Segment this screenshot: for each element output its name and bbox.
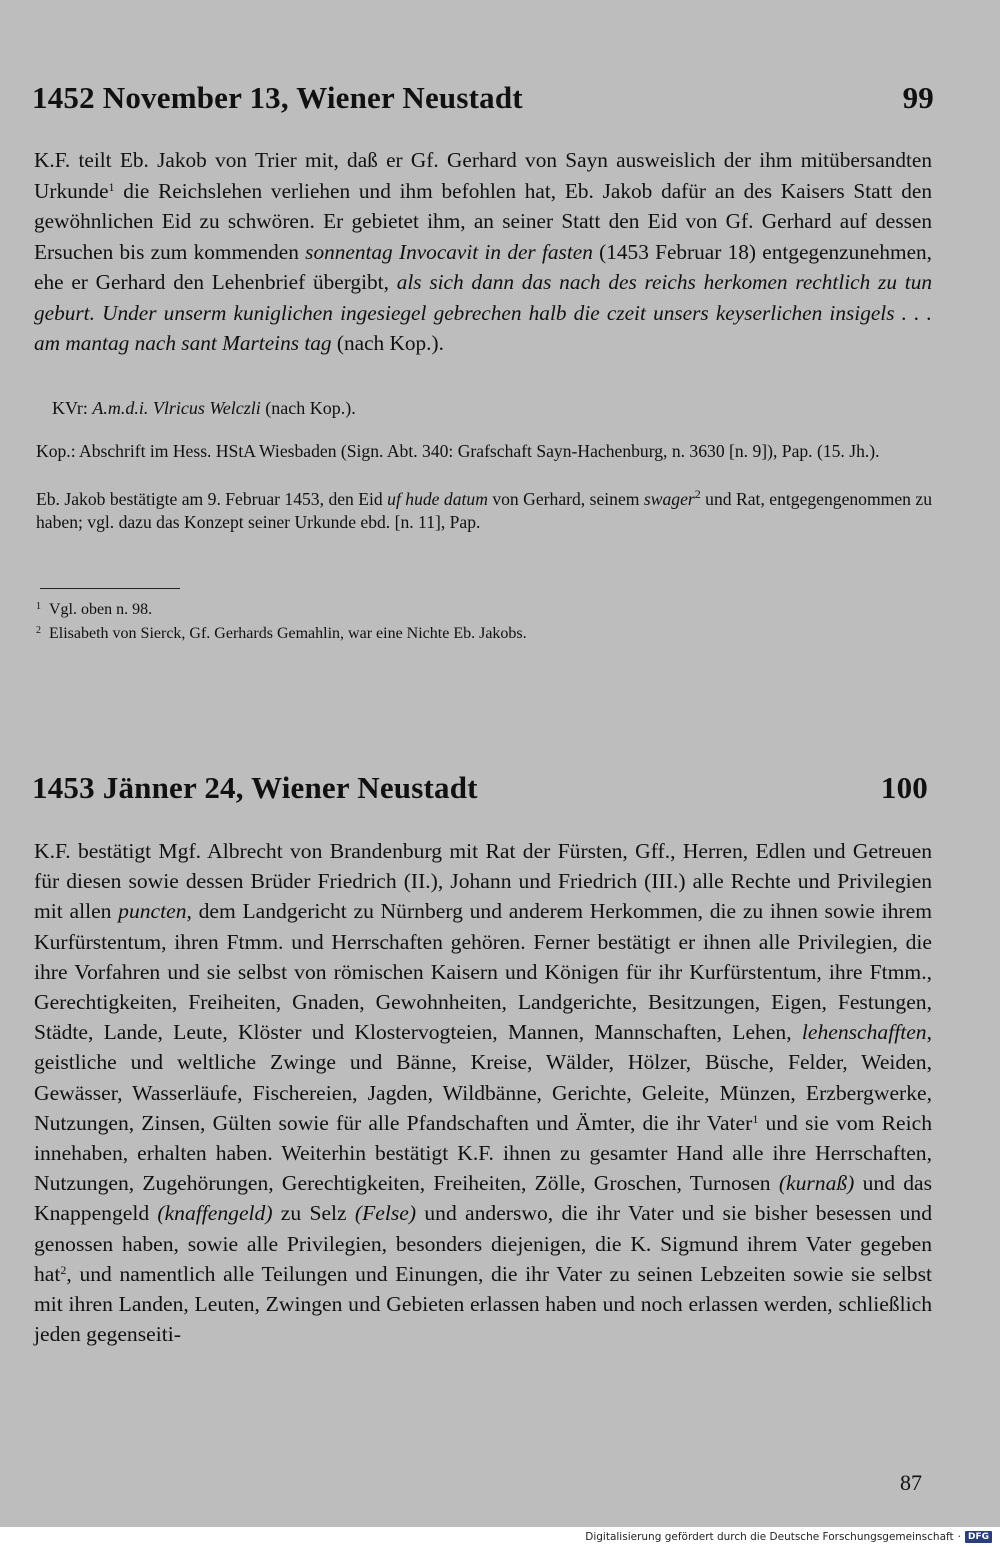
- entry-regest: K.F. bestätigt Mgf. Albrecht von Brandenburg mit Rat der Fürsten, Gff., Herren, Edlen und Getreuen für diesen sowie dessen Brüder Friedrich (II.), Johann und Friedrich (III.) alle Rechte und Privilegien mit allen puncten, dem Landgericht zu Nürnberg und anderem Herkommen, die zu ihnen sowie ihrem Kurfürstentum, ihren Ftmm. und Herrschaften gehören. Ferner bestätigt er ihnen alle Privilegien, die ihre Vorfahren und sie selbst von römischen Kaisern und Königen für ihr Kurfürstentum, ihre Ftmm., Gerechtigkeiten, Freiheiten, Gnaden, Gewohnheiten, Landgerichte, Besitzungen, Eigen, Festungen, Städte, Lande, Leute, Klöster und Klostervogteien, Mannen, Mannschaften, Lehen, lehenschafften, geistliche und weltliche Zwinge und Bänne, Kreise, Wälder, Hölzer, Büsche, Felder, Weiden, Gewässer, Wasserläufe, Fischereien, Jagden, Wildbänne, Gerichte, Geleite, Münzen, Erzbergwerke, Nutzungen, Zinsen, Gülten sowie für alle Pfandschaften und Ämter, die ihr Vater$^1$ und sie vom Reich innehaben, erhalten haben. Weiterhin bestätigt K.F. ihnen zu gesamter Hand alle ihre Herrschaften, Nutzungen, Zugehörungen, Gerechtigkeiten, Freiheiten, Zölle, Groschen, Turnosen (kurnaß) und das Knappengeld (knaffengeld) zu Selz (Felse) und anderswo, die ihr Vater und sie bisher besessen und genossen haben, sowie alle Privilegien, besonders diejenigen, die K. Sigmund ihrem Vater gegeben hat$^2$, und namentlich alle Teilungen und Einungen, die ihr Vater zu seinen Lebzeiten sowie sie selbst mit ihren Landen, Leuten, Zwingen und Gebieten erlassen haben und noch erlassen werden, schließlich jeden gegenseiti-: [34, 839, 933, 1347]
- footnote-ref[interactable]: 2: [694, 487, 701, 501]
- footnote-divider: [40, 588, 180, 589]
- entry-title: 1452 November 13, Wiener Neustadt: [32, 80, 523, 115]
- entry-regest: K.F. teilt Eb. Jakob von Trier mit, daß er Gf. Gerhard von Sayn ausweislich der ihm mitübersandten Urkunde$^1$ die Reichslehen verliehen und ihm befohlen hat, Eb. Jakob dafür an des Kaisers Statt den gewöhnlichen Eid zu schwören. Er gebietet ihm, an seiner Statt den Eid von Gf. Gerhard auf dessen Ersuchen bis zum kommenden sonnentag Invocavit in der fasten (1453 Februar 18) entgegenzunehmen, ehe er Gerhard den Lehenbrief übergibt, als sich dann das nach des reichs herkomen rechtlich zu tun geburt. Under unserm kuniglichen ingesiegel gebrechen halb die czeit unsers keyserlichen insigels . . . am mantag nach sant Marteins tag (nach Kop.).: [34, 148, 932, 355]
- commentary-note: Eb. Jakob bestätigte am 9. Februar 1453, den Eid uf hude datum von Gerhard, seinem swager$^2$ und Rat, entgegengenommen zu haben; vgl. dazu das Konzept seiner Urkunde ebd. [n. 11], Pap.: [36, 487, 932, 532]
- entry-title: 1453 Jänner 24, Wiener Neustadt: [32, 770, 478, 805]
- entry-header: [32, 770, 928, 806]
- entry-header: [32, 80, 934, 116]
- dfg-logo-icon[interactable]: DFG: [965, 1531, 992, 1543]
- footnote: $^2$ Elisabeth von Sierck, Gf. Gerhards Gemahlin, war eine Nichte Eb. Jakobs.: [36, 625, 527, 642]
- funding-footer: Digitalisierung gefördert durch die Deutsche Forschungsgemeinschaft · DFG: [585, 1531, 992, 1543]
- footnote-ref[interactable]: 1: [108, 179, 115, 194]
- kanzleivermerk: KVr: A.m.d.i. Vlricus Welczli (nach Kop.).: [52, 398, 356, 418]
- entry-number: 100: [880, 770, 928, 805]
- funding-text: Digitalisierung gefördert durch die Deutsche Forschungsgemeinschaft: [585, 1531, 954, 1543]
- page-number: 87: [900, 1470, 922, 1495]
- footnote: $^1$ Vgl. oben n. 98.: [36, 601, 153, 618]
- entry-number: 99: [902, 80, 934, 115]
- footnote-ref[interactable]: 2: [60, 1262, 67, 1277]
- footnote-ref[interactable]: 1: [752, 1111, 759, 1126]
- source-note: Kop.: Abschrift im Hess. HStA Wiesbaden (Sign. Abt. 340: Grafschaft Sayn-Hachenburg, n. 3630 [n. 9]), Pap. (15. Jh.).: [36, 441, 880, 461]
